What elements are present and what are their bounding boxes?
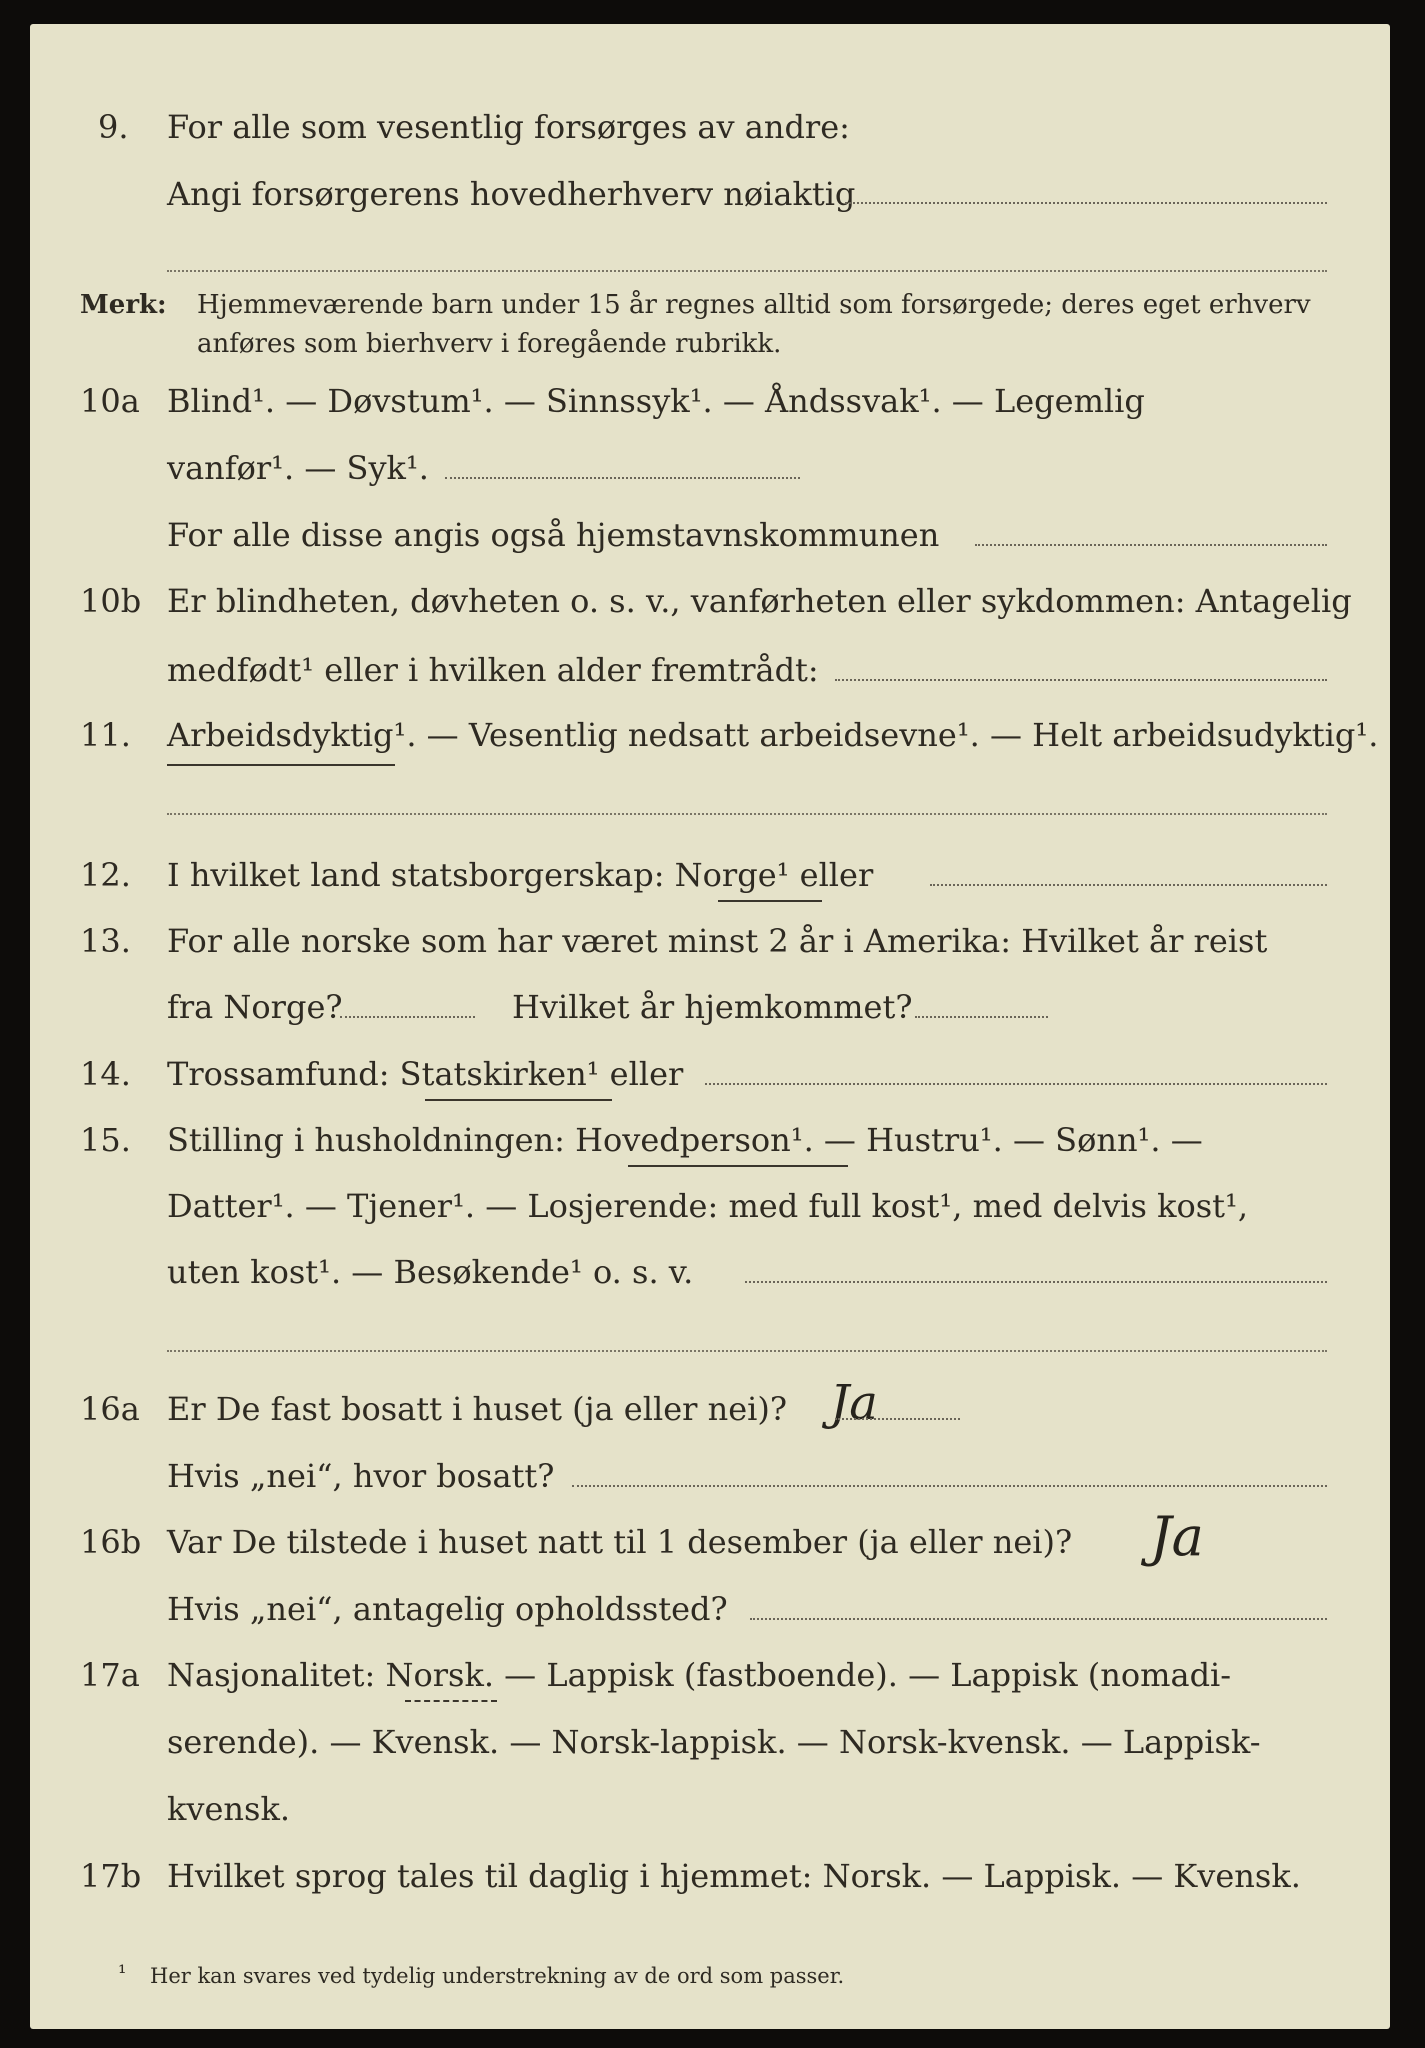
answer-line-9b[interactable]: [167, 270, 1327, 272]
question-14-number: 14.: [80, 1055, 131, 1093]
answer-line-15b[interactable]: [167, 1350, 1327, 1352]
question-17b-text: Hvilket sprog tales til daglig i hjemmet: Norsk. — Lappisk. — Kvensk.: [167, 1857, 1301, 1895]
question-13-text-2a: fra Norge?: [167, 988, 343, 1026]
question-13-number: 13.: [80, 922, 131, 960]
question-16b-number: 16b: [80, 1523, 142, 1561]
question-16a-text: Er De fast bosatt i huset (ja eller nei)?: [167, 1390, 788, 1428]
question-16a-text-2: Hvis „nei“, hvor bosatt?: [167, 1457, 555, 1495]
answer-line-9[interactable]: [845, 202, 1327, 204]
answer-line-15[interactable]: [745, 1281, 1327, 1283]
answer-line-12[interactable]: [930, 884, 1327, 886]
answer-line-11[interactable]: [167, 813, 1327, 815]
question-17a-text: Nasjonalitet: Norsk. — Lappisk (fastboende). — Lappisk (nomadi-: [167, 1656, 1232, 1694]
question-17a-text-3: kvensk.: [167, 1790, 290, 1828]
question-17a-text-2: serende). — Kvensk. — Norsk-lappisk. — Norsk-kvensk. — Lappisk-: [167, 1723, 1261, 1761]
question-9-subtext: Angi forsørgerens hovedherhverv nøiaktig: [167, 175, 856, 213]
question-10a-text-3: For alle disse angis også hjemstavnskommunen: [167, 516, 940, 554]
footnote-mark: ¹: [118, 1961, 127, 1985]
underline-arbeidsdyktig: [167, 764, 395, 766]
question-10b-text: Er blindheten, døvheten o. s. v., vanførheten eller sykdommen: Antagelig: [167, 582, 1352, 620]
question-10a-text-2: vanfør¹. — Syk¹.: [167, 449, 429, 487]
handwritten-answer-16a: Ja: [830, 1375, 878, 1431]
underline-hovedperson: [628, 1165, 848, 1167]
footnote-text: Her kan svares ved tydelig understrekning av de ord som passer.: [150, 1964, 845, 1988]
question-10b-text-2: medfødt¹ eller i hvilken alder fremtrådt:: [167, 651, 819, 689]
note-text-1: Hjemmeværende barn under 15 år regnes alltid som forsørgede; deres eget erhverv: [197, 290, 1311, 320]
underline-norsk: [405, 1700, 497, 1702]
question-15-text-2: Datter¹. — Tjener¹. — Losjerende: med full kost¹, med delvis kost¹,: [167, 1187, 1249, 1225]
question-11-number: 11.: [80, 716, 131, 754]
answer-line-13b[interactable]: [915, 1016, 1048, 1018]
question-12-number: 12.: [80, 856, 131, 894]
underline-norge: [718, 900, 822, 902]
question-13-text: For alle norske som har været minst 2 år i Amerika: Hvilket år reist: [167, 922, 1268, 960]
note-label: Merk:: [80, 290, 167, 320]
question-16b-text: Var De tilstede i huset natt til 1 desember (ja eller nei)?: [167, 1523, 1073, 1561]
question-13-text-2b: Hvilket år hjemkommet?: [512, 988, 913, 1026]
note-text-2: anføres som bierhverv i foregående rubrikk.: [197, 329, 782, 359]
question-17b-number: 17b: [80, 1857, 142, 1895]
question-11-text: Arbeidsdyktig¹. — Vesentlig nedsatt arbeidsevne¹. — Helt arbeidsudyktig¹.: [167, 716, 1379, 754]
answer-line-14[interactable]: [705, 1083, 1327, 1085]
question-16b-text-2: Hvis „nei“, antagelig opholdssted?: [167, 1590, 728, 1628]
answer-line-16b[interactable]: [750, 1618, 1327, 1620]
question-9-text: For alle som vesentlig forsørges av andre:: [167, 108, 850, 146]
answer-line-10a[interactable]: [445, 477, 800, 479]
question-15-number: 15.: [80, 1121, 131, 1159]
question-14-text: Trossamfund: Statskirken¹ eller: [167, 1055, 684, 1093]
answer-line-10b[interactable]: [835, 679, 1327, 681]
answer-line-13a[interactable]: [340, 1016, 475, 1018]
question-10b-number: 10b: [80, 582, 142, 620]
question-9-number: 9.: [98, 108, 129, 146]
question-15-text-3: uten kost¹. — Besøkende¹ o. s. v.: [167, 1253, 694, 1291]
underline-statskirken: [425, 1099, 612, 1101]
answer-line-16a[interactable]: [835, 1418, 960, 1420]
question-16a-number: 16a: [80, 1390, 140, 1428]
answer-line-16a-where[interactable]: [572, 1485, 1327, 1487]
question-10a-number: 10a: [80, 382, 140, 420]
answer-line-10a-kommune[interactable]: [975, 544, 1327, 546]
question-10a-text: Blind¹. — Døvstum¹. — Sinnssyk¹. — Åndssvak¹. — Legemlig: [167, 382, 1145, 420]
question-15-text: Stilling i husholdningen: Hovedperson¹. — Hustru¹. — Sønn¹. —: [167, 1121, 1203, 1159]
handwritten-answer-16b: Ja: [1150, 1505, 1204, 1568]
question-12-text: I hvilket land statsborgerskap: Norge¹ eller: [167, 856, 874, 894]
question-17a-number: 17a: [80, 1656, 140, 1694]
